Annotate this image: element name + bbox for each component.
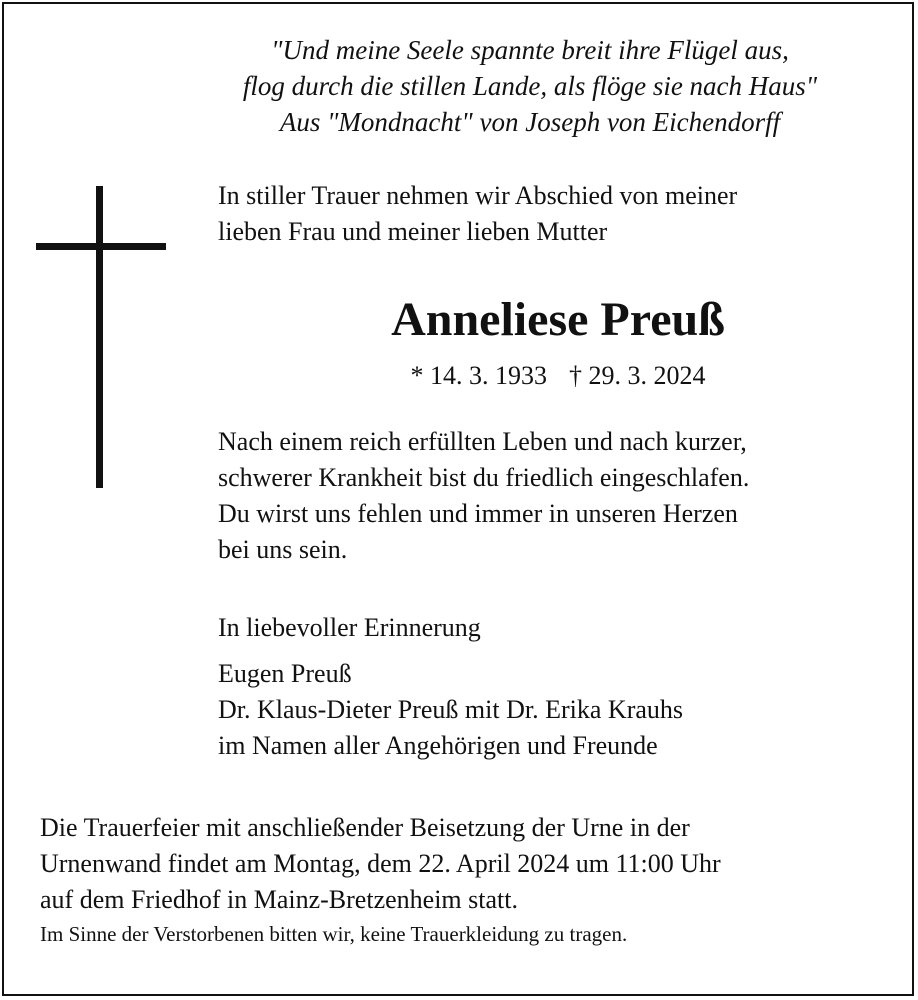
life-dates bbox=[218, 358, 898, 394]
cross-horizontal-bar bbox=[36, 243, 166, 250]
service-info bbox=[40, 810, 721, 918]
quote-line: flog durch die stillen Lande, als flöge sie nach Haus" bbox=[242, 71, 818, 101]
message-line: bei uns sein. bbox=[218, 535, 348, 564]
poem-quote bbox=[150, 32, 910, 140]
birth-date: * 14. 3. 1933 bbox=[410, 361, 547, 390]
message-line: Du wirst uns fehlen und immer in unseren Herzen bbox=[218, 499, 738, 528]
intro-line: lieben Frau und meiner lieben Mutter bbox=[218, 217, 608, 246]
signer: Dr. Klaus-Dieter Preuß mit Dr. Erika Krauhs bbox=[218, 695, 684, 724]
cross-vertical-bar bbox=[96, 186, 103, 488]
message-text bbox=[218, 424, 749, 568]
memory-line: In liebevoller Erinnerung bbox=[218, 613, 481, 642]
service-line: Die Trauerfeier mit anschließender Beisetzung der Urne in der bbox=[40, 813, 690, 842]
intro-line: In stiller Trauer nehmen wir Abschied von meiner bbox=[218, 181, 738, 210]
signer: im Namen aller Angehörigen und Freunde bbox=[218, 731, 658, 760]
intro-text bbox=[218, 178, 737, 250]
cross-icon bbox=[36, 186, 166, 488]
deceased-name: Anneliese Preuß bbox=[391, 293, 725, 346]
message-line: Nach einem reich erfüllten Leben und nach kurzer, bbox=[218, 427, 747, 456]
signers-list bbox=[218, 656, 683, 764]
message-line: schwerer Krankheit bist du friedlich eingeschlafen. bbox=[218, 463, 750, 492]
service-line: Urnenwand findet am Montag, dem 22. April 2024 um 11:00 Uhr bbox=[40, 849, 721, 878]
quote-line: "Und meine Seele spannte breit ihre Flügel aus, bbox=[271, 35, 789, 65]
service-line: auf dem Friedhof in Mainz-Bretzenheim statt. bbox=[40, 885, 518, 914]
death-date: † 29. 3. 2024 bbox=[569, 361, 706, 390]
signer: Eugen Preuß bbox=[218, 659, 352, 688]
dress-request: Im Sinne der Verstorbenen bitten wir, keine Trauerkleidung zu tragen. bbox=[40, 922, 628, 946]
quote-attribution: Aus "Mondnacht" von Joseph von Eichendorff bbox=[279, 107, 781, 137]
